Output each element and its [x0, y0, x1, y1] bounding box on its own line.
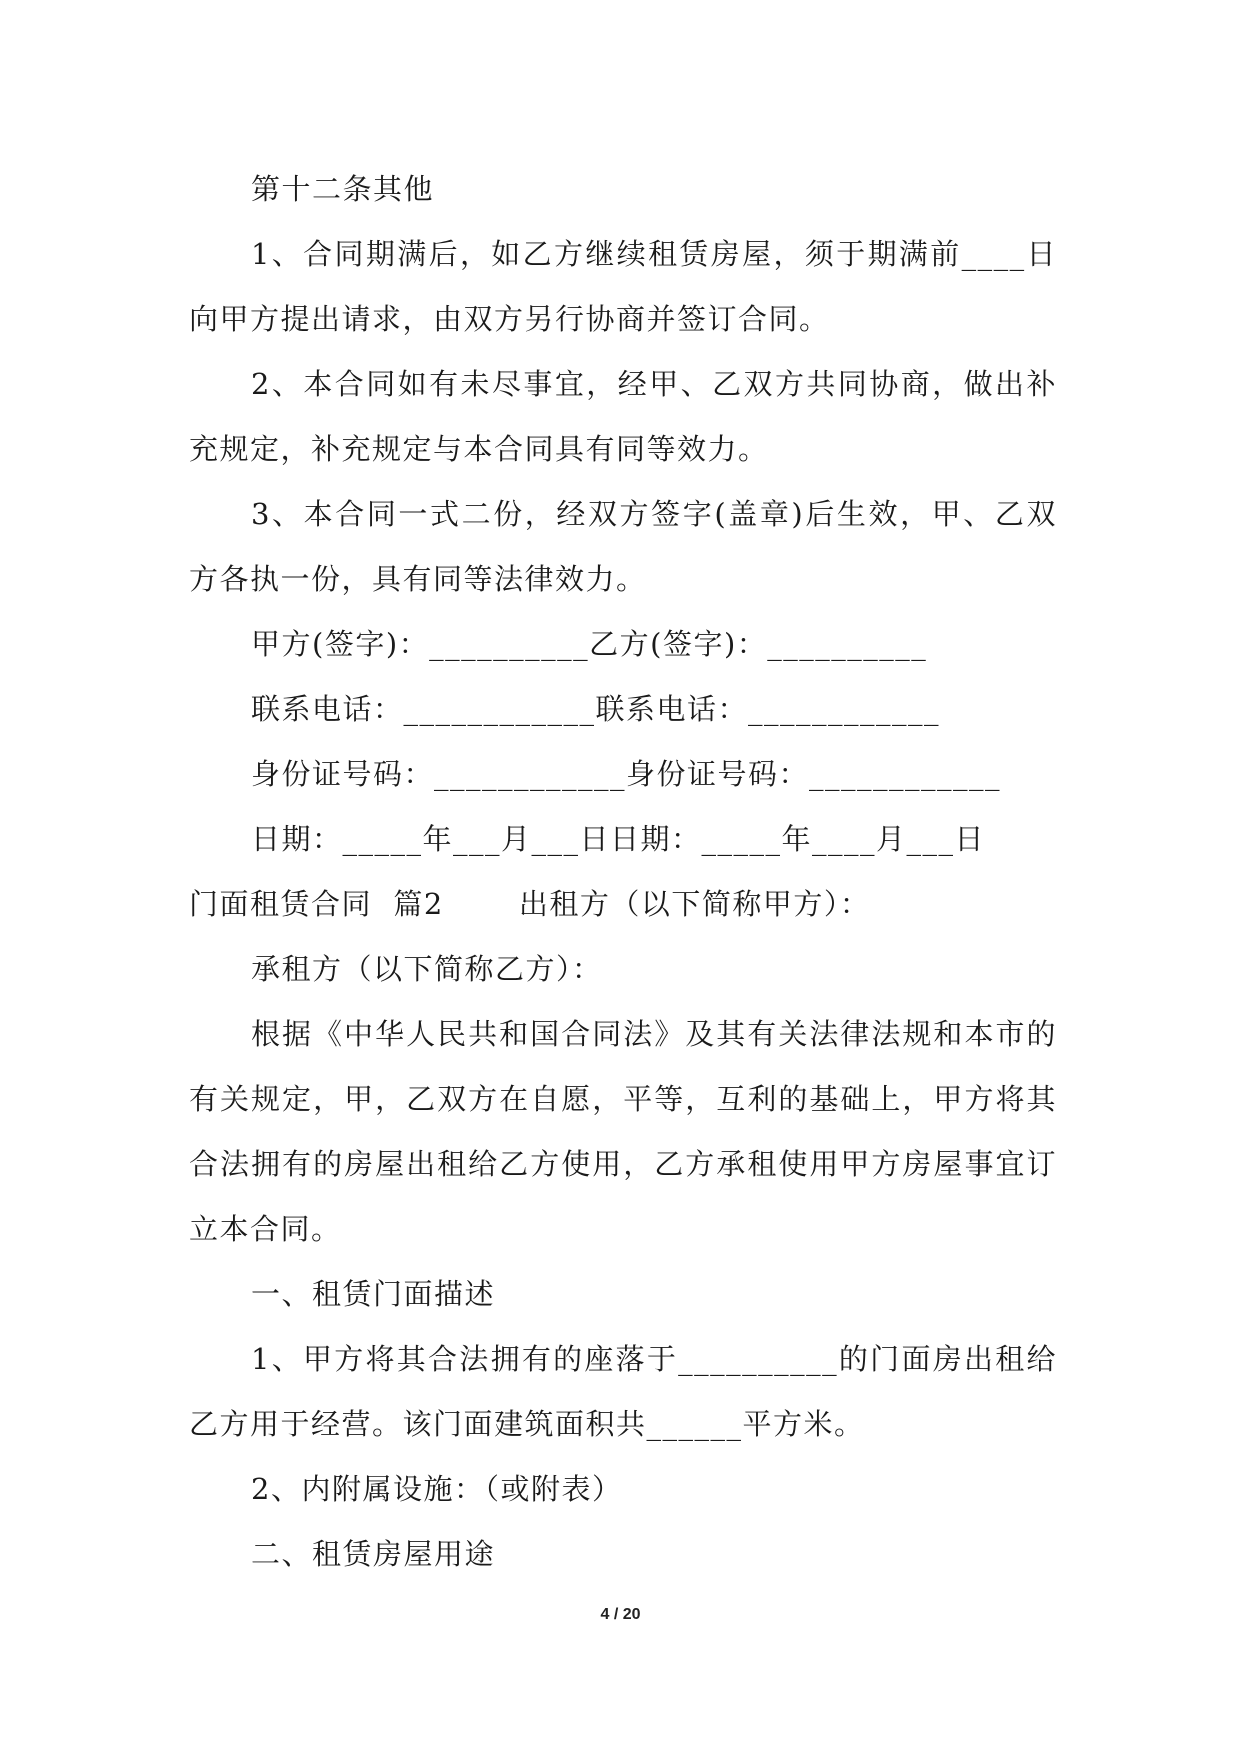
- clause-location-area: 1、甲方将其合法拥有的座落于__________的门面房出租给乙方用于经营。该门面建筑面积共______平方米。: [189, 1342, 1057, 1441]
- section-heading-usage: 二、租赁房屋用途: [251, 1537, 496, 1571]
- contract-title-lessor: 门面租赁合同 篇2 出租方（以下简称甲方）：: [189, 887, 871, 921]
- id-number-line: 身份证号码：____________身份证号码：____________: [251, 757, 1002, 791]
- date-line: 日期：_____年___月___日日期：_____年____月___日: [251, 822, 986, 856]
- clause-supplement: 2、本合同如有未尽事宜，经甲、乙双方共同协商，做出补充规定，补充规定与本合同具有同等效力。: [189, 367, 1057, 466]
- clause-copies: 3、本合同一式二份，经双方签字(盖章)后生效，甲、乙双方各执一份，具有同等法律效力。: [189, 497, 1057, 596]
- preamble-paragraph: 根据《中华人民共和国合同法》及其有关法律法规和本市的有关规定，甲，乙双方在自愿，平等，互利的基础上，甲方将其合法拥有的房屋出租给乙方使用，乙方承租使用甲方房屋事宜订立本合同。: [189, 1017, 1057, 1246]
- page-number: 4 / 20: [600, 1606, 641, 1623]
- phone-line: 联系电话：____________联系电话：____________: [251, 692, 941, 726]
- section-heading-description: 一、租赁门面描述: [251, 1277, 496, 1311]
- document-body: [189, 157, 1057, 1587]
- clause-facilities: 2、内附属设施：（或附表）: [251, 1472, 623, 1506]
- signature-line: 甲方(签字)：__________乙方(签字)：__________: [251, 627, 928, 661]
- lessee-line: 承租方（以下简称乙方）：: [251, 952, 603, 986]
- section-heading-other: 第十二条其他: [251, 172, 435, 206]
- clause-renewal: 1、合同期满后，如乙方继续租赁房屋，须于期满前____日向甲方提出请求，由双方另行协商并签订合同。: [189, 237, 1057, 336]
